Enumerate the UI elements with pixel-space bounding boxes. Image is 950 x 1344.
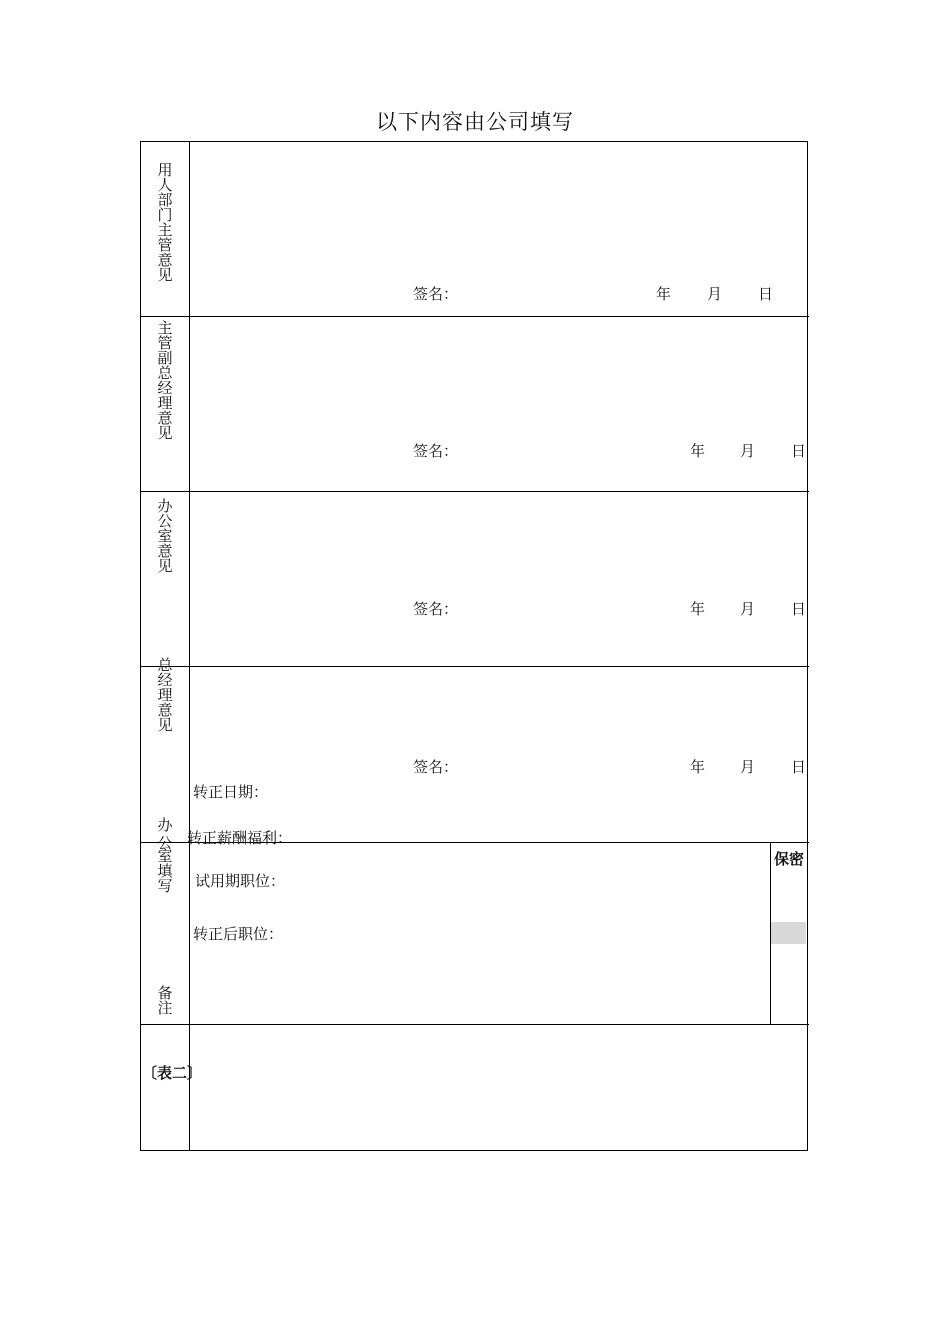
day-label: 日 <box>791 442 807 460</box>
year-label: 年 <box>690 600 706 618</box>
signature-label: 签名： <box>413 285 459 303</box>
row-divider <box>140 491 809 492</box>
month-label: 月 <box>740 600 756 618</box>
row-divider <box>140 666 809 667</box>
page-title: 以下内容由公司填写 <box>376 110 574 134</box>
office-fill-label-2: 公 <box>157 834 173 852</box>
signature-label: 签名： <box>413 758 459 776</box>
probation-position-label: 试用期职位： <box>195 872 286 890</box>
day-label: 日 <box>758 285 774 303</box>
signature-label: 签名： <box>413 442 459 460</box>
row-divider <box>140 1024 809 1025</box>
remarks-label: 备注 <box>157 984 173 1017</box>
year-label: 年 <box>690 442 706 460</box>
signature-label: 签名： <box>413 600 459 618</box>
table-tag: 〔表二〕 <box>142 1064 203 1082</box>
section-label-dept-manager: 用人部门主管意见 <box>157 161 173 284</box>
month-label: 月 <box>740 442 756 460</box>
regularization-salary-label: 转正薪酬福利： <box>187 829 293 847</box>
confidential-label: 保密 <box>774 850 805 868</box>
confidential-shade <box>771 922 806 944</box>
regularization-date-label: 转正日期： <box>193 783 269 801</box>
row-divider <box>140 316 809 317</box>
year-label: 年 <box>656 285 672 303</box>
day-label: 日 <box>791 758 807 776</box>
office-fill-label-3: 室填写 <box>157 847 173 895</box>
year-label: 年 <box>690 758 706 776</box>
section-label-office: 办公室意见 <box>157 497 173 575</box>
column-divider <box>189 141 190 1151</box>
month-label: 月 <box>707 285 723 303</box>
section-label-deputy-gm: 主管副总经理意见 <box>157 319 173 442</box>
office-fill-label-1: 办 <box>157 816 173 834</box>
post-position-label: 转正后职位： <box>193 925 284 943</box>
section-label-gm: 总经理意见 <box>157 656 173 734</box>
month-label: 月 <box>740 758 756 776</box>
day-label: 日 <box>791 600 807 618</box>
